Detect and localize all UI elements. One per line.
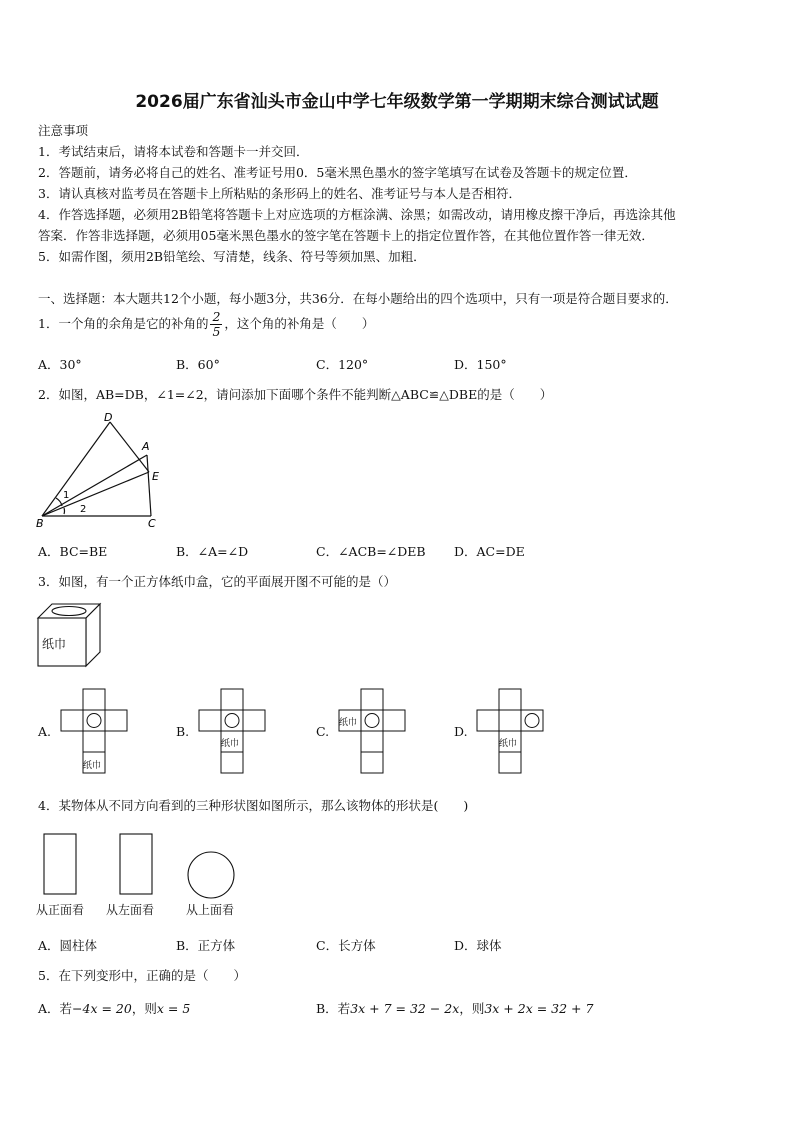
segment-ba (42, 455, 147, 516)
q1-option-a[interactable]: A．30° (38, 357, 82, 372)
q2-option-a[interactable]: A．BC=BE (38, 544, 108, 559)
q3-option-a[interactable]: A. (38, 724, 52, 739)
question-5: 5．在下列变形中，正确的是（ ） (38, 968, 246, 983)
box-hole (52, 607, 86, 616)
notice-item: 答案．作答非选择题，必须用05毫米黑色墨水的签字笔在答题卡上的指定位置作答，在其他位置作答一律无效． (38, 228, 654, 243)
section-heading: 一、选择题：本大题共12个小题，每小题3分，共36分．在每小题给出的四个选项中，只有一项是符合题目要求的． (38, 291, 678, 306)
net-a (60, 688, 158, 776)
q5-a-math2: x = 5 (156, 1001, 191, 1016)
q4-option-c[interactable]: C．长方体 (316, 938, 376, 953)
three-views-figure (34, 826, 264, 922)
question-1 (38, 310, 374, 339)
q3-option-c[interactable]: C. (316, 724, 330, 739)
front-view-label: 从正面看 (36, 903, 85, 917)
q4-option-b[interactable]: B．正方体 (176, 938, 236, 953)
net-d (476, 688, 574, 776)
q2-option-c[interactable]: C．∠ACB=∠DEB (316, 544, 426, 559)
label-angle-1: 1 (63, 490, 70, 501)
net-a-label: 纸巾 (83, 761, 102, 771)
q5-b-math1: 3x + 7 = 32 − 2x (350, 1001, 460, 1016)
left-view-label: 从左面看 (106, 903, 155, 917)
q5-a-math1: −4x = 20 (72, 1001, 132, 1016)
q4-option-a[interactable]: A．圆柱体 (38, 938, 98, 953)
label-b: B (36, 517, 44, 530)
q2-option-b[interactable]: B．∠A=∠D (176, 544, 249, 559)
net-c-label: 纸巾 (339, 718, 358, 728)
notice-item: 1．考试结束后，请将本试卷和答题卡一并交回． (38, 144, 309, 159)
angle-2-arc (64, 508, 65, 514)
top-view-circle (188, 852, 234, 898)
label-c: C (148, 517, 156, 530)
q3-option-b[interactable]: B. (176, 724, 190, 739)
q1-fraction (210, 310, 222, 339)
q1-option-c[interactable]: C．120° (316, 357, 369, 372)
label-e: E (152, 470, 159, 483)
q1-frac-num: 2 (212, 309, 221, 324)
notice-heading: 注意事项 (38, 123, 89, 138)
net-d-label: 纸巾 (499, 739, 518, 749)
net-b-label: 纸巾 (221, 739, 240, 749)
segment-ac (147, 455, 151, 516)
left-view-rect (120, 834, 152, 894)
notice-item: 3．请认真核对监考员在答题卡上所粘贴的条形码上的姓名、准考证号与本人是否相符． (38, 186, 521, 201)
q1-option-b[interactable]: B．60° (176, 357, 220, 372)
q5-option-b[interactable] (316, 999, 593, 1017)
label-d: D (104, 411, 113, 424)
q5-b-prefix: B．若 (316, 1001, 351, 1016)
notice-item: 4．作答选择题，必须用2B铅笔将答题卡上对应选项的方框涂满、涂黑；如需改动，请用橡皮擦干净后，再选涂其他 (38, 207, 676, 222)
box-label: 纸巾 (42, 637, 67, 651)
notice-item: 2．答题前，请务必将自己的姓名、准考证号用0．5毫米黑色墨水的签字笔填写在试卷及答题卡的规定位置． (38, 165, 637, 180)
net-c (338, 688, 436, 776)
q5-b-math2: 3x + 2x = 32 + 7 (484, 1001, 594, 1016)
top-view-label: 从上面看 (186, 903, 235, 917)
q1-frac-den: 5 (212, 324, 221, 339)
q1-suffix: ，这个角的补角是（ ） (224, 316, 375, 331)
q5-b-mid: ，则 (459, 1001, 485, 1016)
label-a: A (142, 440, 150, 453)
q3-option-d[interactable]: D. (454, 724, 468, 739)
angle-1-arc (56, 498, 62, 506)
q1-prefix: 1．一个角的余角是它的补角的 (38, 316, 209, 331)
tissue-box-figure (34, 600, 106, 670)
q4-option-d[interactable]: D．球体 (454, 938, 502, 953)
q1-option-d[interactable]: D．150° (454, 357, 507, 372)
net-b (198, 688, 296, 776)
label-angle-2: 2 (80, 504, 87, 515)
q2-triangle-figure (34, 410, 174, 532)
front-view-rect (44, 834, 76, 894)
q5-a-mid: ，则 (131, 1001, 157, 1016)
notice-item: 5．如需作图，须用2B铅笔绘、写清楚，线条、符号等须加黑、加粗． (38, 249, 426, 264)
question-3: 3．如图，有一个正方体纸巾盒，它的平面展开图不可能的是（） (38, 574, 396, 589)
q5-option-a[interactable] (38, 999, 190, 1017)
question-4: 4．某物体从不同方向看到的三种形状图如图所示，那么该物体的形状是( ) (38, 798, 469, 813)
question-2: 2．如图，AB=DB，∠1=∠2，请问添加下面哪个条件不能判断△ABC≌△DBE的是（ ） (38, 387, 553, 402)
q5-a-prefix: A．若 (38, 1001, 73, 1016)
page-title: 2026届广东省汕头市金山中学七年级数学第一学期期末综合测试试题 (135, 92, 659, 112)
q2-option-d[interactable]: D．AC=DE (454, 544, 525, 559)
